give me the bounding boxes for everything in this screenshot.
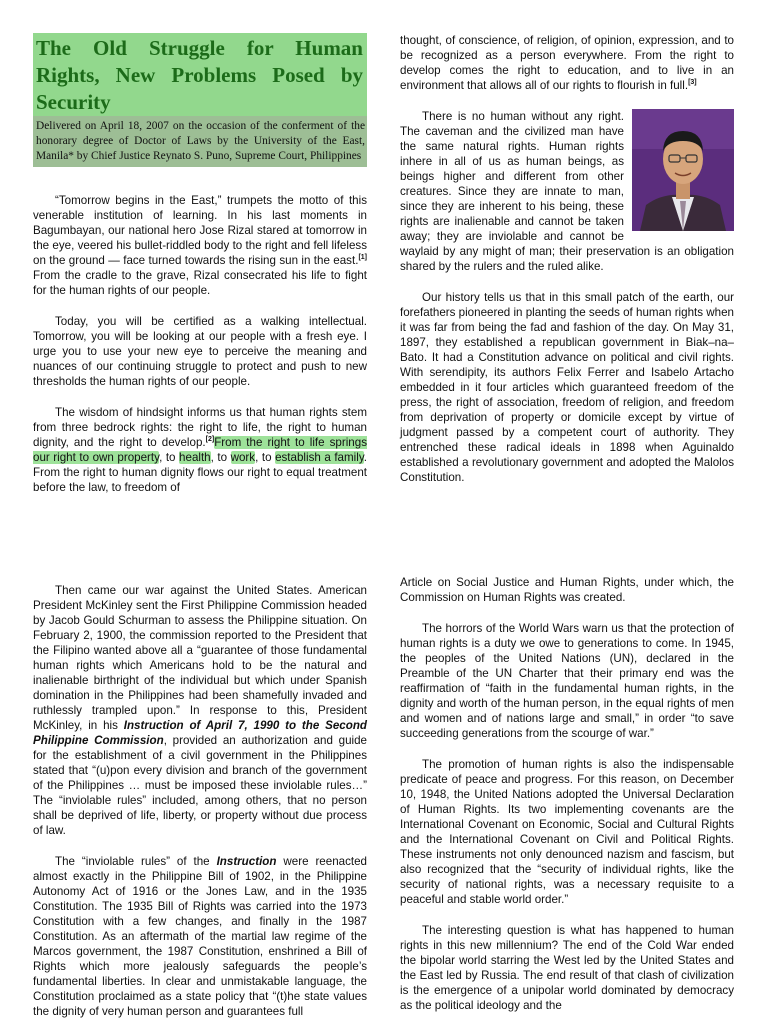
column-3 [33, 583, 367, 1035]
text: “Tomorrow begins in the East,” trumpets the motto of this venerable institution of learning. In his last moments in Bagumbayan, our national hero Jose Rizal stared at tomorrow in the eye, veered his bullet-riddled body to the right and fell lifeless on the ground — face turned towards the rising sun in the east. [33, 194, 367, 267]
paragraph [33, 583, 367, 838]
highlight: health [179, 451, 211, 464]
paragraph [33, 405, 367, 495]
paragraph: The horrors of the World Wars warn us that the protection of human rights is a duty we owe to generations to come. In 1945, the peoples of the United Nations (UN), declared in the Preamble of the UN Charter that their primary end was the reaffirmation of “faith in the fundamental human rights, in the dignity and worth of the human person, in the equal rights of men and women and of nations large and small,” in order “to save succeeding generations from the scourge of war.” [400, 622, 734, 740]
highlight: work [230, 451, 256, 464]
paragraph: Today, you will be certified as a walking intellectual. Tomorrow, you will be looking at our people with a fresh eye. I urge you to use your new eye to perceive the meaning and nuances of our continuing struggle to protect and push to new thresholds the human rights of our people. [33, 315, 367, 388]
footnote-ref[interactable]: [3] [688, 79, 697, 87]
paragraph [400, 33, 734, 93]
text: . From the right to human dignity flows our right to equal treatment before the law, to freedom of [33, 451, 367, 494]
emphasis: Instruction of April 7, 1990 to the Second Philippine Commission [33, 719, 367, 747]
text: , to [255, 451, 276, 464]
text: There is no human without any right. The caveman and the civilized man have the same natural rights. Human rights inhere in all of us as human beings, as beings higher and different from other creatures. Since they are innate to man, since they are inherent to his being, these rights are inalienable and cannot be taken away; they are inviolable and cannot be waylaid by any might of man; their preservation is an obligation shared by the rulers and the ruled alike. [400, 110, 734, 273]
paragraph [33, 854, 367, 1019]
column-2 [400, 33, 734, 501]
column-4 [400, 575, 734, 1029]
highlight: From the right to life springs our right to own property [33, 436, 367, 464]
column-1 [33, 193, 367, 511]
footnote-ref[interactable]: [1] [358, 254, 367, 262]
paragraph: The interesting question is what has happened to human rights in this new millennium? The end of the Cold War ended the bipolar world starring the West led by the United States and the East led by Russia. The end result of that clash of civilization is the emergence of a unipolar world dominated by democracy as the political ideology and the [400, 924, 734, 1012]
text: The wisdom of hindsight informs us that human rights stem from three bedrock rights: the right to life, the right to human dignity, and the right to develop. [33, 406, 367, 449]
text: , to [210, 451, 231, 464]
text: The “inviolable rules” of the [55, 855, 217, 868]
document-title: The Old Struggle for Human Rights, New Problems Posed by Security [33, 33, 367, 118]
text: Then came our war against the United States. American President McKinley sent the First Philippine Commission headed by Jacob Gould Schurman to assess the Philippine situation. On February 2, 1900, the commission reported to the President that the Filipino wanted above all a “guarantee of those fundamental human rights which Americans hold to be the natural and inalienable birthright of the individual but which under Spanish domination in the Philippines had been shamefully invaded and ruthlessly trampled upon.” In response to this, President McKinley, in his [33, 584, 367, 732]
text: thought, of conscience, of religion, of opinion, expression, and to be recognized as a person everywhere. From the right to develop comes the right to education, and to live in an environment that allows all of our rights to flourish in full. [400, 34, 734, 92]
text: , to [159, 451, 180, 464]
document-subtitle: Delivered on April 18, 2007 on the occasion of the conferment of the honorary degree of Doctor of Laws by the University of the East, Manila* by Chief Justice Reynato S. Puno, Supreme Court, Philippines [33, 116, 367, 167]
footnote-ref[interactable]: [2] [205, 436, 215, 444]
paragraph: Our history tells us that in this small patch of the earth, our forefathers pioneered in planting the seeds of human rights when it was far from being the fad and fashion of the day. On May 31, 1897, they established a republican government in Biak–na–Bato. It had a Constitution advance on political and civil rights. With serendipity, its authors Felix Ferrer and Isabelo Artacho embedded in it four articles which guaranteed freedom of the press, the right of association, freedom of religion, and freedom from deprivation of property or domicile except by virtue of judgment passed by a competent court of authority. They entrenched these radical ideals in 1898 when Aguinaldo established a revolutionary government and adopted the Malolos Constitution. [400, 291, 734, 484]
emphasis: Instruction [216, 855, 277, 868]
text: were reenacted almost exactly in the Philippine Bill of 1902, in the Philippine Autonomy Act of 1916 or the Jones Law, and in the 1935 Constitution. The 1935 Bill of Rights was carried into the 1973 Constitution with a few changes, and finally in the 1987 Constitution. As an aftermath of the martial law regime of the Marcos government, the 1987 Constitution, enshrined a Bill of Rights which more jealously safeguards the people’s fundamental liberties. In clear and unmistakable language, the Constitution proclaimed as a state policy that “(t)he state values the dignity of very human person and guarantees full [33, 855, 368, 1018]
portrait-photo [632, 109, 734, 231]
highlight: establish a family [275, 451, 364, 464]
portrait-icon [632, 109, 734, 231]
paragraph: The promotion of human rights is also the indispensable predicate of peace and progress. For this reason, on December 10, 1948, the United Nations adopted the Universal Declaration of Human Rights. Its two implementing covenants are the International Covenant on Economic, Social and Cultural Rights and the International Covenant on Civil and Political Rights. These instruments not only denounced nazism and fascism, but also recognized that the “security of individual rights, like the security of national rights, was a necessary requisite to a peaceful and stable world order.” [400, 758, 734, 906]
paragraph [400, 109, 734, 274]
text: , provided an authorization and guide for the establishment of a civil government in the Philippines stated that “(u)pon every division and branch of the government of the Philippines … must be imposed these inviolable rules…” The “inviolable rules” included, among others, that no person shall be deprived of life, liberty, or property without due process of law. [33, 734, 367, 837]
paragraph [33, 193, 367, 298]
text: From the cradle to the grave, Rizal consecrated his life to fight for the human rights of our people. [33, 269, 367, 297]
paragraph: Article on Social Justice and Human Rights, under which, the Commission on Human Rights was created. [400, 576, 734, 604]
